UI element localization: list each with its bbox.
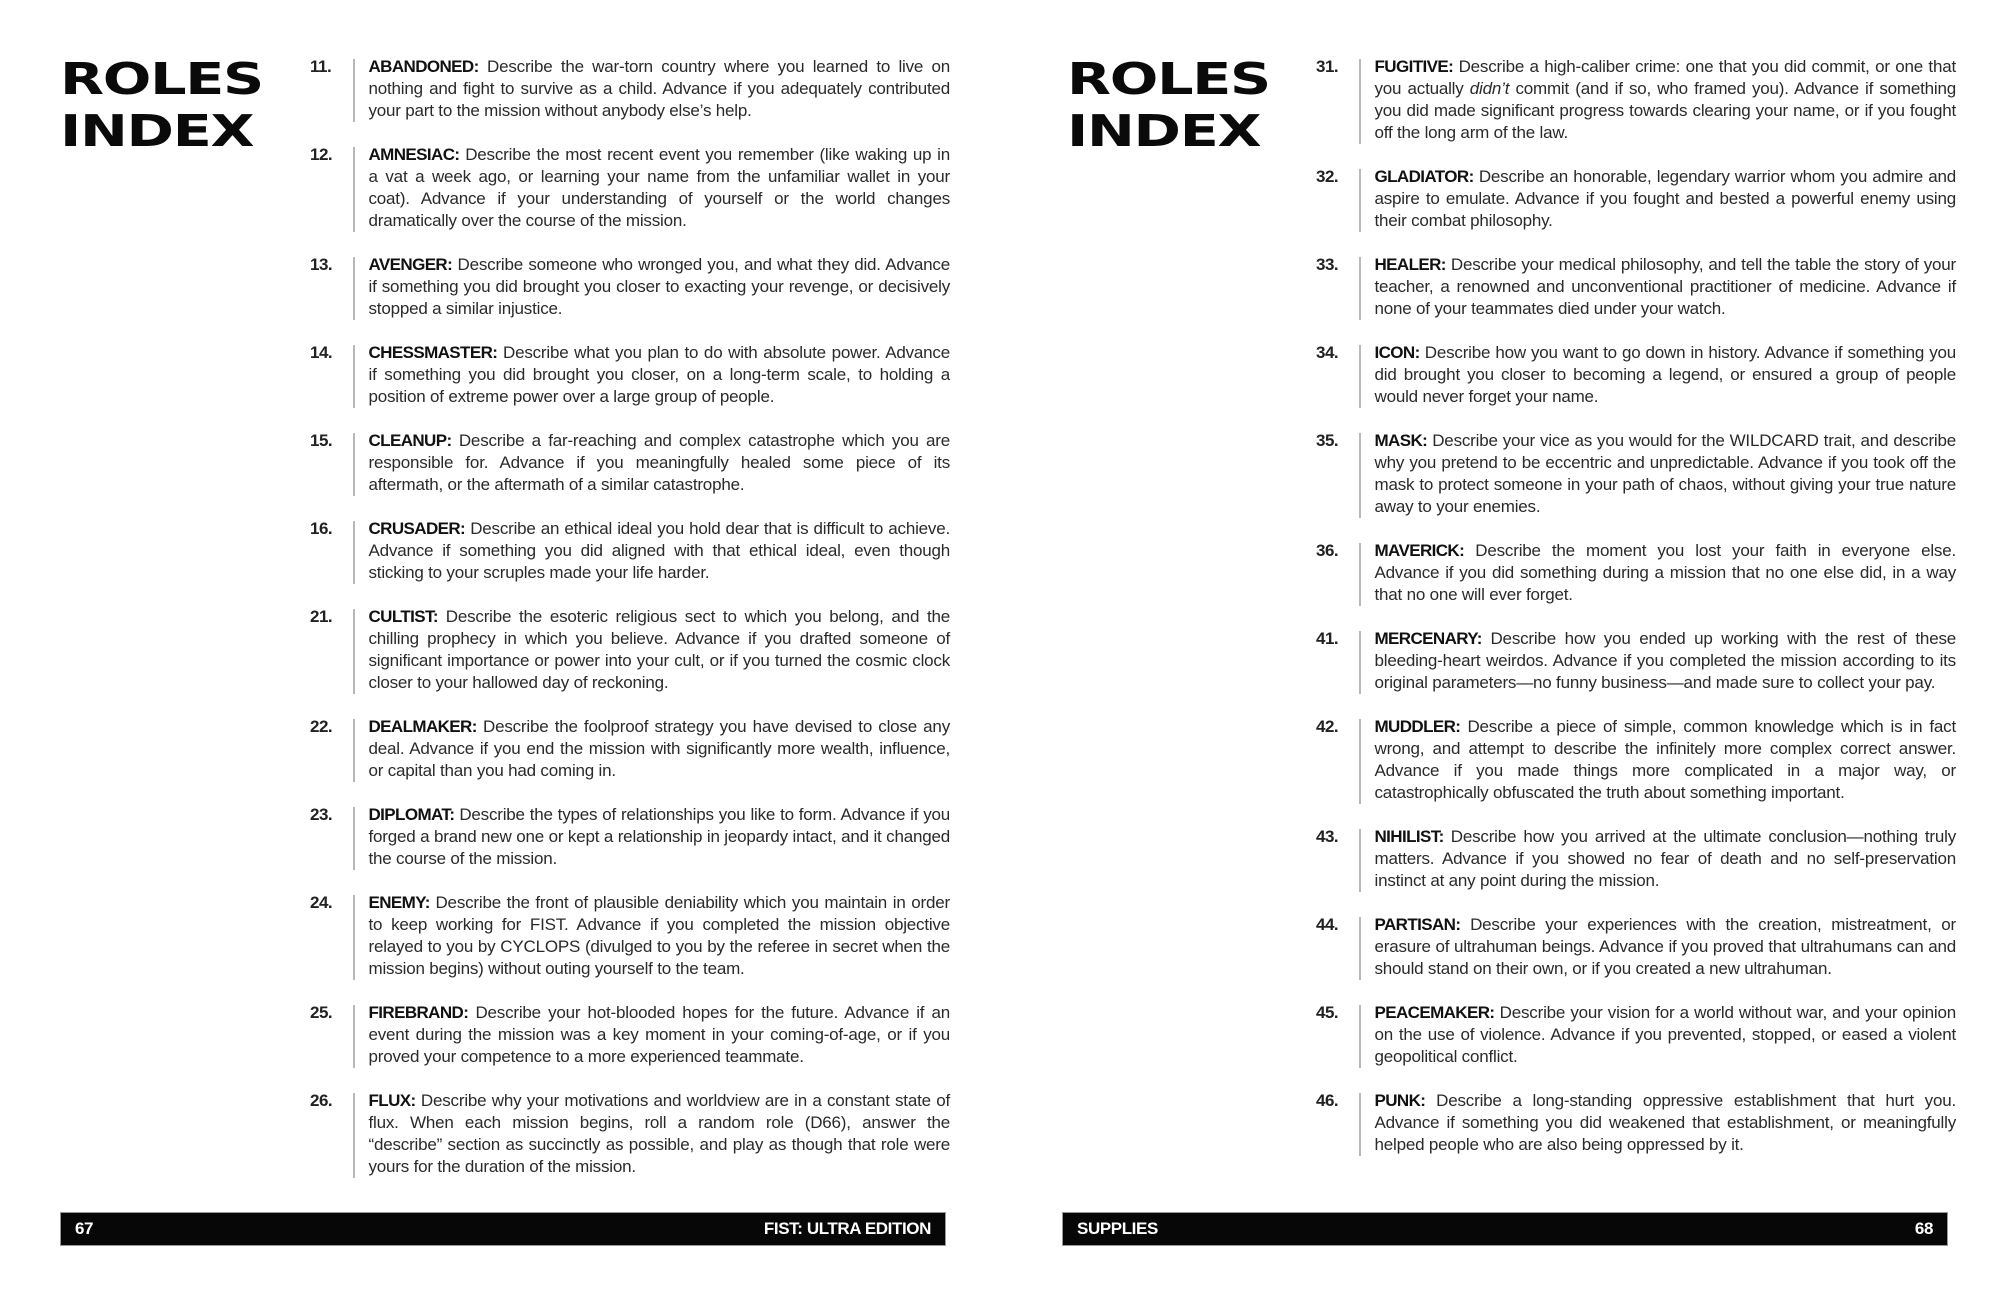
role-name: AMNESIAC: <box>368 145 460 164</box>
role-body: Describe your vision for a world without war, and your opinion on the use of violence. Advance if you prevented, stopped, or eased a violent geopolitical conflict. <box>1374 1003 1956 1066</box>
divider-line <box>1359 257 1361 320</box>
divider-line <box>1359 631 1361 694</box>
role-description <box>369 430 951 496</box>
page-heading <box>60 54 263 158</box>
role-body: Describe what you plan to do with absolute power. Advance if something you did brought you closer, on a long-term scale, to holding a position of extreme power over a large group of people. <box>368 343 950 406</box>
role-number: 11. <box>310 57 332 76</box>
heading-line: ROLES <box>1067 54 1270 105</box>
role-body: Describe how you ended up working with the rest of these bleeding-heart weirdos. Advance if you completed the mission according to its original parameters—no funny business—and made sure to collect your pay. <box>1374 629 1956 692</box>
role-number: 12. <box>310 145 333 164</box>
role-entry <box>1316 430 1956 518</box>
role-name: ENEMY: <box>368 893 430 912</box>
role-description <box>1375 914 1957 980</box>
role-name: CRUSADER: <box>368 519 466 538</box>
role-name: GLADIATOR: <box>1374 167 1474 186</box>
role-name: DEALMAKER: <box>368 717 477 736</box>
role-body: Describe your medical philosophy, and tell the table the story of your teacher, a renowned and unconventional practitioner of medicine. Advance if none of your teammates died under your watch. <box>1374 255 1956 318</box>
role-entry <box>1316 716 1956 804</box>
role-name: HEALER: <box>1374 255 1446 274</box>
role-entry <box>310 716 950 782</box>
role-number: 31. <box>1316 57 1339 76</box>
role-description <box>1375 342 1957 408</box>
divider-line <box>1359 345 1361 408</box>
role-body: Describe the foolproof strategy you have devised to close any deal. Advance if you end the mission with significantly more wealth, influence, or capital than you had coming in. <box>368 717 950 780</box>
divider-line <box>1359 1093 1361 1156</box>
divider-line <box>353 345 355 408</box>
divider-line <box>353 433 355 496</box>
role-name: CULTIST: <box>368 607 438 626</box>
role-body: Describe a far-reaching and complex catastrophe which you are responsible for. Advance if you meaningfully healed some piece of its aftermath, or the aftermath of a similar catastrophe. <box>368 431 950 494</box>
divider-line <box>353 1093 355 1178</box>
role-description <box>1375 254 1957 320</box>
right-page <box>1000 0 2000 1294</box>
book-title: FIST: ULTRA EDITION <box>763 1219 931 1238</box>
role-body-emphasis: didn’t <box>1469 79 1510 98</box>
role-name: MASK: <box>1374 431 1428 450</box>
divider-line <box>353 59 355 122</box>
role-description <box>369 1090 951 1178</box>
role-number: 16. <box>310 519 333 538</box>
role-entry <box>1316 540 1956 606</box>
role-body: Describe your hot-blooded hopes for the future. Advance if an event during the mission was a key moment in your coming-of-age, or if you proved your competence to a more experienced teammate. <box>368 1003 950 1066</box>
role-description <box>369 716 951 782</box>
role-body: Describe your vice as you would for the WILDCARD trait, and describe why you pretend to be eccentric and unpredictable. Advance if you took off the mask to protect someone in your path of chaos, without giving your true nature away to your enemies. <box>1374 431 1956 516</box>
role-number: 43. <box>1316 827 1339 846</box>
page-footer <box>60 1212 946 1246</box>
divider-line <box>1359 543 1361 606</box>
role-number: 34. <box>1316 343 1339 362</box>
role-description <box>369 254 951 320</box>
divider-line <box>353 719 355 782</box>
role-name: FLUX: <box>368 1091 416 1110</box>
role-description <box>1375 430 1957 518</box>
divider-line <box>353 895 355 980</box>
role-body: Describe the front of plausible deniability which you maintain in order to keep working for FIST. Advance if you completed the mission objective relayed to you by CYCLOPS (divulged to you by the referee in secret when the mission begins) without outing yourself to the team. <box>368 893 950 978</box>
role-description <box>369 518 951 584</box>
role-body: Describe your experiences with the creation, mistreatment, or erasure of ultrahuman beings. Advance if you proved that ultrahumans can and should stand on their own, or if you created a new ultrahuman. <box>1374 915 1956 978</box>
role-description <box>369 606 951 694</box>
role-body: Describe a long-standing oppressive establishment that hurt you. Advance if something you did weakened that establishment, or meaningfully helped people who are also being oppressed by it. <box>1374 1091 1956 1154</box>
role-number: 26. <box>310 1091 333 1110</box>
role-body: Describe the moment you lost your faith in everyone else. Advance if you did something during a mission that no one else did, in a way that no one will ever forget. <box>1374 541 1956 604</box>
divider-line <box>353 257 355 320</box>
role-body: Describe why your motivations and worldview are in a constant state of flux. When each mission begins, roll a random role (D66), answer the “describe” section as succinctly as possible, and play as though that role were yours for the duration of the mission. <box>368 1091 950 1176</box>
page-number: 67 <box>75 1219 94 1238</box>
role-body: Describe how you want to go down in history. Advance if something you did brought you closer to becoming a legend, or ensured a group of people would never forget your name. <box>1374 343 1957 406</box>
heading-line: INDEX <box>60 106 254 157</box>
role-description <box>369 144 951 232</box>
role-body: Describe the esoteric religious sect to which you belong, and the chilling prophecy in which you believe. Advance if you drafted someone of significant importance or power into your cult, or if you turned the cosmic clock closer to your hallowed day of reckoning. <box>368 607 950 692</box>
role-description <box>1375 56 1957 144</box>
role-name: MAVERICK: <box>1374 541 1465 560</box>
role-name: MERCENARY: <box>1374 629 1482 648</box>
divider-line <box>353 609 355 694</box>
role-number: 13. <box>310 255 333 274</box>
role-name: DIPLOMAT: <box>368 805 455 824</box>
heading-line: INDEX <box>1067 106 1261 157</box>
role-entry <box>1316 1090 1956 1156</box>
role-description <box>1375 166 1957 232</box>
page-number: 68 <box>1914 1219 1933 1238</box>
divider-line <box>1359 829 1361 892</box>
role-entry <box>1316 254 1956 320</box>
role-name: PARTISAN: <box>1374 915 1461 934</box>
role-body: Describe the most recent event you remember (like waking up in a vat a week ago, or learning your name from the unfamiliar wallet in your coat). Advance if your understanding of yourself or the world changes dramatically over the course of the mission. <box>368 145 950 230</box>
role-description <box>369 804 951 870</box>
role-description <box>369 342 951 408</box>
divider-line <box>1359 917 1361 980</box>
role-entry <box>310 606 950 694</box>
role-body: Describe a piece of simple, common knowledge which is in fact wrong, and attempt to describe the infinitely more complex correct answer. Advance if you made things more complicated in a major way, or catastrophically obfuscated the truth about something important. <box>1374 717 1956 802</box>
page-heading <box>1067 54 1270 158</box>
role-entry <box>310 254 950 320</box>
divider-line <box>353 807 355 870</box>
role-entry <box>310 56 950 122</box>
role-entry <box>310 144 950 232</box>
role-body: Describe the types of relationships you like to form. Advance if you forged a brand new one or kept a relationship in jeopardy intact, and it changed the course of the mission. <box>368 805 951 868</box>
role-name: AVENGER: <box>368 255 453 274</box>
role-entry <box>310 518 950 584</box>
role-number: 42. <box>1316 717 1339 736</box>
role-description <box>1375 1090 1957 1156</box>
role-entry <box>1316 628 1956 694</box>
page-footer <box>1062 1212 1948 1246</box>
divider-line <box>353 147 355 232</box>
role-number: 46. <box>1316 1091 1339 1110</box>
roles-list <box>310 56 950 1200</box>
role-description <box>1375 716 1957 804</box>
heading-line: ROLES <box>60 54 263 105</box>
role-name: MUDDLER: <box>1374 717 1461 736</box>
role-name: FIREBRAND: <box>368 1003 469 1022</box>
role-entry <box>1316 826 1956 892</box>
role-description <box>1375 628 1957 694</box>
role-number: 14. <box>310 343 333 362</box>
role-number: 25. <box>310 1003 333 1022</box>
role-entry <box>1316 1002 1956 1068</box>
role-entry <box>1316 166 1956 232</box>
role-entry <box>310 430 950 496</box>
role-body: Describe the war-torn country where you learned to live on nothing and fight to survive as a child. Advance if you adequately contributed your part to the mission without anybody else’s help. <box>368 57 951 120</box>
role-body-part: Describe a high-caliber crime: one that you did commit, or one that you actually <box>1374 57 1956 98</box>
role-number: 35. <box>1316 431 1339 450</box>
role-number: 22. <box>310 717 333 736</box>
role-name: FUGITIVE: <box>1374 57 1454 76</box>
divider-line <box>1359 59 1361 144</box>
divider-line <box>1359 433 1361 518</box>
role-name: PEACEMAKER: <box>1374 1003 1495 1022</box>
divider-line <box>353 1005 355 1068</box>
role-body: Describe someone who wronged you, and what they did. Advance if something you did brought you closer to exacting your revenge, or decisively stopped a similar injustice. <box>368 255 950 318</box>
role-body: Describe an ethical ideal you hold dear that is difficult to achieve. Advance if something you did aligned with that ethical ideal, even though sticking to your scruples made your life harder. <box>368 519 950 582</box>
role-number: 24. <box>310 893 333 912</box>
role-entry <box>310 892 950 980</box>
section-title: SUPPLIES <box>1077 1219 1158 1238</box>
role-number: 33. <box>1316 255 1339 274</box>
role-entry <box>310 1090 950 1178</box>
role-description <box>1375 826 1957 892</box>
role-number: 23. <box>310 805 333 824</box>
role-entry <box>310 342 950 408</box>
role-body: Describe an honorable, legendary warrior whom you admire and aspire to emulate. Advance if you fought and bested a powerful enemy using their combat philosophy. <box>1374 167 1957 230</box>
role-body: Describe how you arrived at the ultimate conclusion—nothing truly matters. Advance if you showed no fear of death and no self-preservation instinct at any point during the mission. <box>1374 827 1956 890</box>
role-name: ABANDONED: <box>368 57 479 76</box>
divider-line <box>353 521 355 584</box>
role-description <box>369 56 951 122</box>
role-number: 21. <box>310 607 333 626</box>
role-description <box>1375 1002 1957 1068</box>
role-entry <box>1316 342 1956 408</box>
divider-line <box>1359 719 1361 804</box>
role-body: commit (and if so, who framed you). Advance if something you did made significant progress towards clearing your name, or if you fought off the long arm of the law. <box>1374 79 1956 142</box>
divider-line <box>1359 169 1361 232</box>
divider-line <box>1359 1005 1361 1068</box>
role-number: 32. <box>1316 167 1339 186</box>
role-entry <box>1316 56 1956 144</box>
role-name: ICON: <box>1374 343 1420 362</box>
role-number: 41. <box>1316 629 1339 648</box>
role-number: 15. <box>310 431 333 450</box>
role-entry <box>310 804 950 870</box>
role-name: CLEANUP: <box>368 431 452 450</box>
role-entry <box>1316 914 1956 980</box>
role-number: 36. <box>1316 541 1339 560</box>
role-description <box>369 1002 951 1068</box>
role-name: PUNK: <box>1374 1091 1426 1110</box>
role-number: 44. <box>1316 915 1339 934</box>
role-name: CHESSMASTER: <box>368 343 498 362</box>
role-entry <box>310 1002 950 1068</box>
role-description <box>369 892 951 980</box>
roles-list <box>1316 56 1956 1178</box>
role-name: NIHILIST: <box>1374 827 1444 846</box>
role-number: 45. <box>1316 1003 1339 1022</box>
role-description <box>1375 540 1957 606</box>
